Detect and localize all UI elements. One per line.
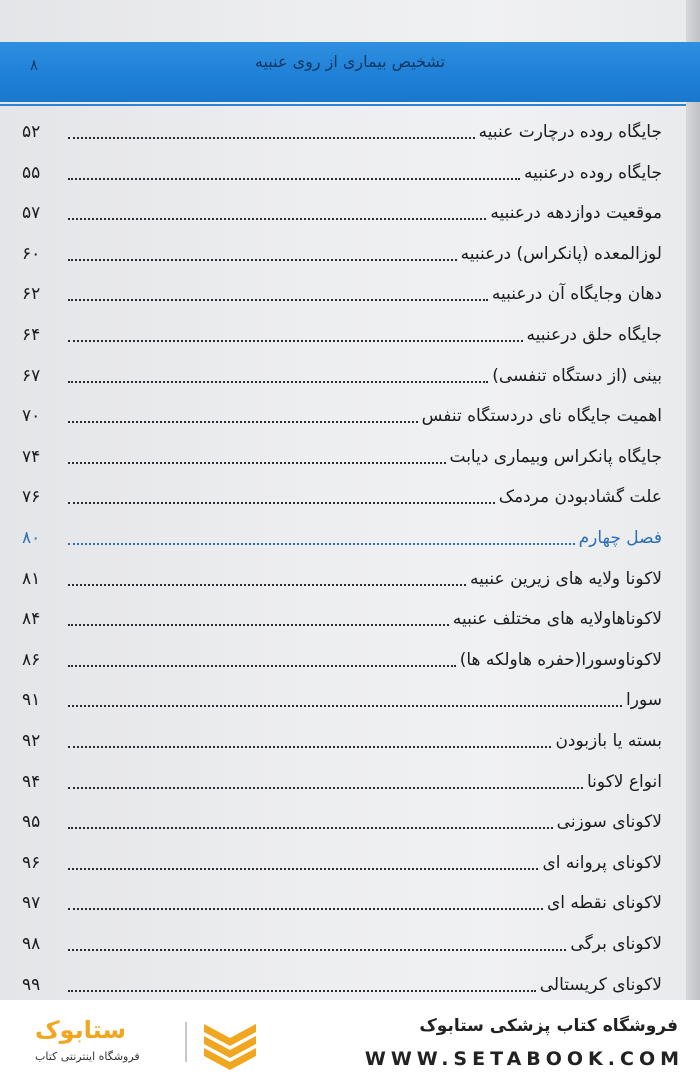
toc-entry[interactable] bbox=[22, 320, 662, 350]
toc-leader-dots bbox=[68, 703, 622, 707]
toc-page-number: ۸۱ bbox=[22, 568, 41, 589]
toc-page-number: ۹۴ bbox=[22, 771, 41, 792]
toc-entry[interactable] bbox=[22, 482, 662, 512]
toc-leader-dots bbox=[68, 216, 486, 220]
toc-leader-dots bbox=[68, 744, 551, 748]
toc-leader-dots bbox=[68, 582, 466, 586]
toc-page-number: ۷۴ bbox=[22, 446, 41, 467]
toc-leader-dots bbox=[68, 866, 538, 870]
toc-page-number: ۷۶ bbox=[22, 487, 41, 508]
toc-leader-dots bbox=[68, 500, 495, 504]
logo-subtitle: فروشگاه اینترنتی کتاب bbox=[35, 1050, 140, 1063]
toc-entry-title: جایگاه روده درچارت عنبیه bbox=[478, 122, 662, 142]
toc-entry-title: بینی (از دستگاه تنفسی) bbox=[492, 365, 662, 386]
toc-chapter-heading[interactable] bbox=[22, 523, 662, 553]
toc-page-number: ۵۷ bbox=[22, 203, 41, 224]
toc-entry-title: لاکوناوسورا(حفره هاولکه ها) bbox=[459, 649, 662, 670]
toc-page-number: ۶۰ bbox=[22, 243, 41, 264]
toc-entry-title: سورا bbox=[626, 690, 662, 711]
toc-page-number: ۹۶ bbox=[22, 852, 41, 873]
toc-page-number: ۶۷ bbox=[22, 365, 41, 386]
toc-entry-title: لاکونای نقطه ای bbox=[546, 893, 662, 914]
toc-entry-title: لاکونای کریستالی bbox=[539, 974, 662, 995]
toc-page-number: ۹۹ bbox=[22, 974, 41, 995]
toc-leader-dots bbox=[68, 338, 523, 342]
toc-leader-dots bbox=[68, 460, 446, 464]
toc-entry[interactable] bbox=[22, 198, 662, 228]
toc-entry-title: لاکونا ولایه های زیرین عنبیه bbox=[470, 568, 662, 589]
toc-page-number: ۸۴ bbox=[22, 609, 41, 630]
toc-leader-dots bbox=[68, 257, 457, 261]
toc-page-number: ۹۲ bbox=[22, 731, 41, 751]
toc-entry-title: بسته یا بازبودن bbox=[555, 731, 662, 751]
toc-entry[interactable] bbox=[22, 564, 662, 594]
toc-page-number: ۹۵ bbox=[22, 812, 41, 833]
toc-entry[interactable] bbox=[22, 767, 662, 797]
store-url[interactable]: WWW.SETABOOK.COM bbox=[364, 1048, 684, 1070]
toc-entry[interactable] bbox=[22, 401, 662, 431]
toc-entry[interactable] bbox=[22, 239, 662, 269]
toc-entry-title: لاکوناهاولایه های مختلف عنبیه bbox=[452, 609, 662, 630]
toc-leader-dots bbox=[68, 825, 553, 829]
running-header-title: تشخیص بیماری از روی عنبیه bbox=[254, 52, 446, 71]
logo-divider bbox=[185, 1022, 187, 1062]
toc-entry[interactable] bbox=[22, 888, 662, 918]
toc-entry-title: فصل چهارم bbox=[578, 528, 662, 548]
running-header-page-number: ۸ bbox=[30, 56, 39, 74]
toc-entry-title: لوزالمعده (پانکراس) درعنبیه bbox=[460, 243, 662, 264]
footer-banner bbox=[0, 1000, 700, 1080]
toc-leader-dots bbox=[68, 947, 566, 951]
toc-page-number: ۸۶ bbox=[22, 649, 41, 670]
toc-leader-dots bbox=[68, 379, 488, 383]
toc-page-number: ۷۰ bbox=[22, 406, 41, 427]
toc-entry-title: علت گشادبودن مردمک bbox=[498, 487, 662, 508]
toc-entry[interactable] bbox=[22, 158, 662, 188]
toc-entry-title: جایگاه پانکراس وبیماری دیابت bbox=[449, 446, 662, 467]
toc-leader-dots bbox=[68, 988, 536, 992]
toc-leader-dots bbox=[68, 541, 575, 545]
toc-leader-dots bbox=[68, 176, 520, 180]
toc-entry-title: جایگاه روده درعنبیه bbox=[523, 162, 662, 183]
toc-entry[interactable] bbox=[22, 604, 662, 634]
toc-leader-dots bbox=[68, 785, 583, 789]
toc-entry[interactable] bbox=[22, 929, 662, 959]
toc-entry-title: دهان وجایگاه آن درعنبیه bbox=[491, 284, 662, 305]
toc-page-number: ۹۸ bbox=[22, 934, 41, 954]
toc-leader-dots bbox=[68, 297, 488, 301]
toc-page-number: ۹۷ bbox=[22, 893, 41, 914]
toc-page-number: ۶۴ bbox=[22, 325, 41, 345]
toc-leader-dots bbox=[68, 622, 449, 626]
toc-entry-title: اهمیت جایگاه نای دردستگاه تنفس bbox=[421, 406, 662, 427]
toc-page-number: ۸۰ bbox=[22, 528, 41, 548]
store-name: فروشگاه کتاب پزشکی ستابوک bbox=[419, 1016, 678, 1036]
toc-entry[interactable] bbox=[22, 645, 662, 675]
toc-page-number: ۹۱ bbox=[22, 690, 41, 711]
stacked-chevrons-icon bbox=[198, 1018, 262, 1070]
toc-leader-dots bbox=[68, 906, 543, 910]
toc-entry[interactable] bbox=[22, 807, 662, 837]
toc-entry-title: جایگاه حلق درعنبیه bbox=[526, 325, 662, 345]
toc-leader-dots bbox=[68, 419, 418, 423]
toc-page-number: ۵۵ bbox=[22, 162, 41, 183]
toc-page-number: ۵۲ bbox=[22, 122, 41, 142]
toc-entry-title: موقعیت دوازدهه درعنبیه bbox=[490, 203, 662, 224]
toc-entry-title: لاکونای پروانه ای bbox=[542, 852, 662, 873]
toc-entry[interactable] bbox=[22, 361, 662, 391]
toc-leader-dots bbox=[68, 663, 456, 667]
toc-entry[interactable] bbox=[22, 726, 662, 756]
toc-entry[interactable] bbox=[22, 848, 662, 878]
toc-entry[interactable] bbox=[22, 279, 662, 309]
toc-page-number: ۶۲ bbox=[22, 284, 41, 305]
toc-entry[interactable] bbox=[22, 117, 662, 147]
toc-entry[interactable] bbox=[22, 970, 662, 1000]
toc-entry[interactable] bbox=[22, 685, 662, 715]
toc-entry-title: لاکونای برگی bbox=[570, 934, 662, 954]
toc-leader-dots bbox=[68, 135, 475, 139]
toc-entry[interactable] bbox=[22, 442, 662, 472]
logo-wordmark: ستابوک bbox=[35, 1016, 127, 1044]
toc-entry-title: انواع لاکونا bbox=[587, 771, 662, 792]
toc-entry-title: لاکونای سوزنی bbox=[556, 812, 662, 833]
